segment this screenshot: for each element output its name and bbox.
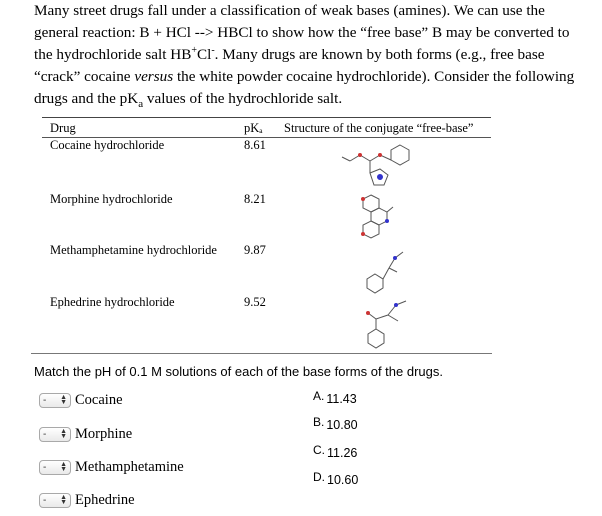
answer-value: 10.80	[326, 418, 358, 432]
intro-paragraph	[34, 0, 589, 110]
ephedrine-structure-image	[364, 293, 414, 351]
answer-option-a	[313, 389, 357, 406]
select-arrows-icon: ▲ ▼	[60, 494, 67, 506]
table-top-rule	[42, 117, 491, 118]
drug-cocaine: Cocaine hydrochloride	[50, 138, 165, 152]
select-value: -	[43, 428, 47, 440]
answer-letter: D.	[313, 470, 325, 484]
select-value: -	[43, 461, 47, 473]
drug-methamphetamine: Methamphetamine hydrochloride	[50, 243, 217, 257]
intro-text: the white powder cocaine hydrochloride). Consider the following drugs and the pK	[34, 68, 575, 107]
select-arrows-icon: ▲ ▼	[60, 428, 67, 440]
select-value: -	[43, 394, 47, 406]
header-drug: Drug	[50, 121, 76, 135]
pka-methamphetamine: 9.87	[244, 243, 266, 257]
morphine-structure-image	[357, 191, 397, 241]
superscript-plus: +	[191, 44, 197, 56]
select-arrows-icon: ▲ ▼	[60, 394, 67, 406]
answer-option-b	[313, 415, 358, 432]
superscript-minus: -	[211, 44, 215, 56]
select-arrows-icon: ▲ ▼	[60, 461, 67, 473]
select-ephedrine[interactable]	[39, 493, 71, 508]
answer-option-c	[313, 443, 357, 460]
answer-letter: B.	[313, 415, 325, 429]
answer-value: 11.26	[327, 446, 358, 460]
drug-ephedrine: Ephedrine hydrochloride	[50, 295, 175, 309]
select-cocaine[interactable]	[39, 393, 71, 408]
match-label-methamphetamine: Methamphetamine	[75, 458, 184, 475]
methamphetamine-structure-image	[365, 244, 410, 296]
intro-text: values of the hydrochloride salt.	[143, 90, 343, 107]
match-label-ephedrine: Ephedrine	[75, 491, 135, 508]
match-label-morphine: Morphine	[75, 425, 133, 442]
pka-morphine: 8.21	[244, 192, 266, 206]
pka-cocaine: 8.61	[244, 138, 266, 152]
header-structure: Structure of the conjugate “free-base”	[284, 121, 474, 135]
answer-letter: C.	[313, 443, 325, 457]
table-bottom-rule	[31, 353, 492, 354]
cocaine-structure-image	[340, 141, 420, 189]
match-prompt: Match the pH of 0.1 M solutions of each of the base forms of the drugs.	[34, 364, 443, 379]
answer-value: 10.60	[327, 473, 359, 487]
match-row-ephedrine	[39, 490, 135, 510]
pka-ephedrine: 9.52	[244, 295, 266, 309]
select-methamphetamine[interactable]	[39, 460, 71, 475]
intro-text: Many street drugs fall under a classification of weak bases (amines). We can use the general reaction: B + HCl --> HBCl to show how the “free base” B may be converted to the hydrochloride salt HB	[34, 2, 570, 63]
intro-text: Cl	[196, 46, 212, 63]
intro-text: . Many drugs are known by both forms (e.g., free base “crack” cocaine	[34, 46, 545, 85]
select-morphine[interactable]	[39, 427, 71, 442]
match-row-methamphetamine	[39, 457, 184, 477]
match-row-cocaine	[39, 390, 123, 410]
subscript-a: a	[138, 98, 144, 111]
select-value: -	[43, 494, 47, 506]
answer-letter: A.	[313, 389, 325, 403]
answer-value: 11.43	[326, 392, 357, 406]
header-pka: pKₐ	[244, 121, 263, 135]
match-row-morphine	[39, 424, 132, 444]
match-label-cocaine: Cocaine	[75, 391, 123, 408]
intro-italic: versus	[134, 68, 174, 85]
answer-option-d	[313, 470, 358, 487]
drug-morphine: Morphine hydrochloride	[50, 192, 173, 206]
